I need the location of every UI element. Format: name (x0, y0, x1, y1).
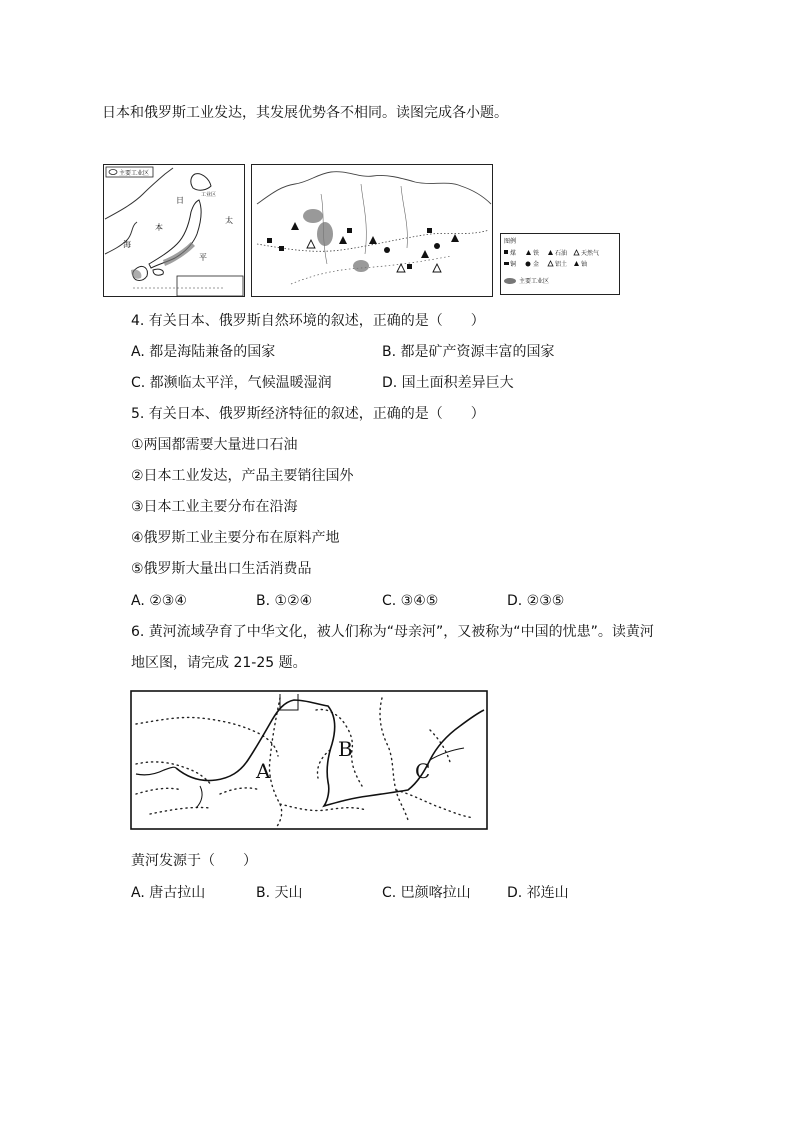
q4-option-a: A. 都是海陆兼备的国家 (131, 344, 276, 360)
legend-item-zone: 主要工业区 (519, 278, 550, 285)
q5-option-c: C. ③④⑤ (382, 593, 439, 609)
q6-stem-line1: 6. 黄河流域孕育了中华文化，被人们称为“母亲河”，又被称为“中国的忧患”。读黄河 (131, 624, 654, 640)
japan-label-ben: 本 (155, 223, 163, 232)
legend-item-iron: 铁 (533, 250, 540, 257)
yellow-river-map (130, 690, 488, 830)
legend-item-bauxite: 铝土 (555, 261, 568, 268)
intro-text: 日本和俄罗斯工业发达，其发展优势各不相同。读图完成各小题。 (102, 105, 508, 121)
q5-option-b: B. ①②④ (256, 593, 313, 609)
q4-stem: 4. 有关日本、俄罗斯自然环境的叙述，正确的是（ ） (131, 313, 485, 329)
japan-legend-label: 主要工业区 (119, 170, 150, 177)
q6-stem-line2: 地区图，请完成 21-25 题。 (131, 655, 307, 671)
q5-item-5: ⑤俄罗斯大量出口生活消费品 (131, 561, 312, 577)
legend-item-copper: 铜 (510, 261, 517, 268)
legend-item-gas: 天然气 (581, 250, 600, 257)
yr-label-a: A (256, 759, 271, 783)
japan-label-ping: 平 (199, 253, 207, 262)
q5-item-2: ②日本工业发达，产品主要销往国外 (131, 468, 354, 484)
legend-title: 图例 (504, 238, 517, 245)
q5-item-3: ③日本工业主要分布在沿海 (131, 499, 298, 515)
russia-map (251, 164, 493, 297)
russia-legend (500, 233, 620, 295)
japan-label-tai: 太 (225, 216, 233, 225)
q4-option-d: D. 国土面积差异巨大 (382, 375, 514, 391)
q6-option-a: A. 唐古拉山 (131, 885, 206, 901)
yr-label-c: C (415, 759, 431, 783)
q5-stem: 5. 有关日本、俄罗斯经济特征的叙述，正确的是（ ） (131, 406, 485, 422)
legend-item-gold: 金 (533, 261, 540, 268)
yr-label-b: B (338, 737, 353, 761)
q5-option-a: A. ②③④ (131, 593, 187, 609)
q6-option-c: C. 巴颜喀拉山 (382, 885, 471, 901)
japan-label-hai: 海 (123, 240, 131, 249)
japan-map (103, 164, 245, 297)
q4-option-c: C. 都濒临太平洋，气候温暖湿润 (131, 375, 332, 391)
legend-item-uranium: 铀 (581, 261, 588, 268)
q6-sub-question: 黄河发源于（ ） (131, 853, 257, 869)
q6-option-d: D. 祁连山 (507, 885, 569, 901)
q5-item-4: ④俄罗斯工业主要分布在原料产地 (131, 530, 340, 546)
q5-item-1: ①两国都需要大量进口石油 (131, 437, 298, 453)
legend-item-coal: 煤 (510, 250, 517, 257)
q6-option-b: B. 天山 (256, 885, 303, 901)
q4-option-b: B. 都是矿产资源丰富的国家 (382, 344, 555, 360)
q5-option-d: D. ②③⑤ (507, 593, 565, 609)
legend-item-oil: 石油 (555, 250, 568, 257)
japan-label-ri: 日 (176, 196, 184, 205)
japan-label-industrial: 工业区 (201, 192, 217, 198)
